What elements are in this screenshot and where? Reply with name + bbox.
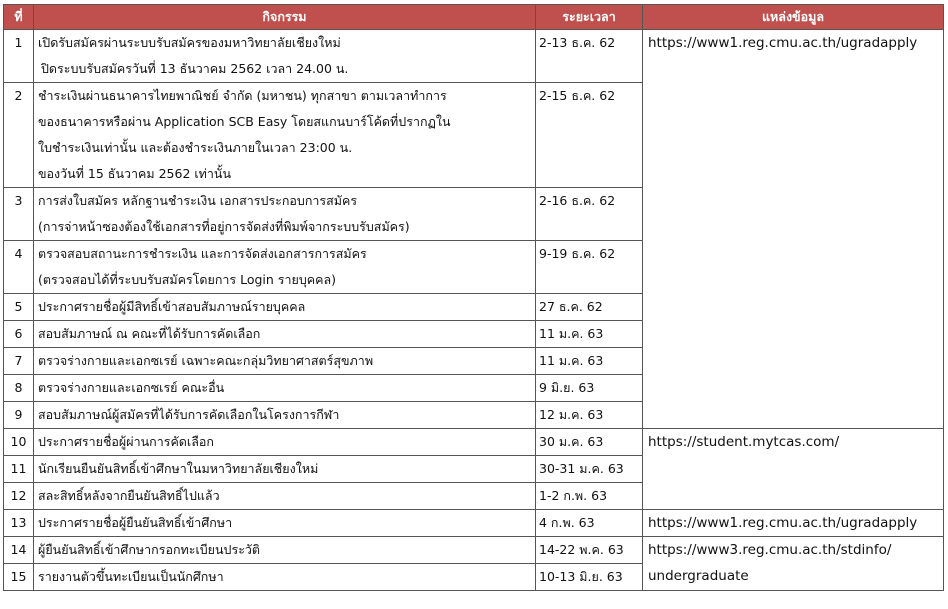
activity-cell (34, 564, 536, 591)
period-cell: 11 ม.ค. 63 (536, 321, 643, 348)
row-number: 15 (4, 564, 34, 591)
activity-line: รายงานตัวขึ้นทะเบียนเป็นนักศึกษา (38, 569, 224, 584)
activity-cell (34, 30, 536, 83)
activity-line: ตรวจสอบสถานะการชำระเงิน และการจัดส่งเอกสารการสมัคร (38, 246, 367, 261)
activity-line: สอบสัมภาษณ์ผู้สมัครที่ได้รับการคัดเลือกในโครงการกีฬา (38, 407, 340, 422)
source-link[interactable]: undergraduate (648, 568, 749, 584)
activity-line: ผู้ยืนยันสิทธิ์เข้าศึกษากรอกทะเบียนประวัติ (38, 542, 261, 557)
activity-line: ประกาศรายชื่อผู้ผ่านการคัดเลือก (38, 434, 214, 449)
source-link[interactable]: https://student.mytcas.com/ (648, 434, 840, 450)
activity-cell (34, 241, 536, 294)
period-cell: 9 มิ.ย. 63 (536, 375, 643, 402)
header-row (4, 5, 944, 30)
source-cell[interactable] (643, 510, 944, 537)
activity-line: ตรวจร่างกายและเอกซเรย์ เฉพาะคณะกลุ่มวิทยาศาสตร์สุขภาพ (38, 353, 374, 368)
header-no: ที่ (4, 5, 34, 30)
row-number: 13 (4, 510, 34, 537)
row-number: 10 (4, 429, 34, 456)
period-cell: 2-13 ธ.ค. 62 (536, 30, 643, 83)
activity-line: ตรวจร่างกายและเอกซเรย์ คณะอื่น (38, 380, 225, 395)
row-number: 5 (4, 294, 34, 321)
row-number: 6 (4, 321, 34, 348)
row-number: 4 (4, 241, 34, 294)
source-cell[interactable] (643, 30, 944, 429)
table-row (4, 510, 944, 537)
source-link[interactable]: https://www1.reg.cmu.ac.th/ugradapply (648, 515, 918, 531)
activity-cell (34, 429, 536, 456)
header-source: แหล่งข้อมูล (643, 5, 944, 30)
row-number: 8 (4, 375, 34, 402)
period-cell: 30-31 ม.ค. 63 (536, 456, 643, 483)
activity-cell (34, 483, 536, 510)
table-row (4, 30, 944, 83)
period-cell: 10-13 มิ.ย. 63 (536, 564, 643, 591)
activity-line: การส่งใบสมัคร หลักฐานชำระเงิน เอกสารประกอบการสมัคร (38, 193, 358, 208)
activity-cell (34, 321, 536, 348)
activity-cell (34, 456, 536, 483)
activity-cell (34, 510, 536, 537)
period-cell: 9-19 ธ.ค. 62 (536, 241, 643, 294)
activity-line: สอบสัมภาษณ์ ณ คณะที่ได้รับการคัดเลือก (38, 326, 261, 341)
period-cell: 11 ม.ค. 63 (536, 348, 643, 375)
activity-line: ใบชำระเงินเท่านั้น และต้องชำระเงินภายในเวลา 23:00 น. (38, 140, 353, 155)
activity-cell (34, 188, 536, 241)
activity-cell (34, 348, 536, 375)
period-cell: 4 ก.พ. 63 (536, 510, 643, 537)
row-number: 2 (4, 83, 34, 188)
table-row (4, 537, 944, 564)
period-cell: 2-15 ธ.ค. 62 (536, 83, 643, 188)
activity-line: ปิดระบบรับสมัครวันที่ 13 ธันวาคม 2562 เวลา 24.00 น. (41, 61, 349, 76)
header-activity: กิจกรรม (34, 5, 536, 30)
activity-line: ของวันที่ 15 ธันวาคม 2562 เท่านั้น (38, 166, 232, 181)
period-cell: 27 ธ.ค. 62 (536, 294, 643, 321)
source-cell[interactable] (643, 537, 944, 591)
period-cell: 1-2 ก.พ. 63 (536, 483, 643, 510)
period-cell: 14-22 พ.ค. 63 (536, 537, 643, 564)
row-number: 7 (4, 348, 34, 375)
activity-line: เปิดรับสมัครผ่านระบบรับสมัครของมหาวิทยาลัยเชียงใหม่ (38, 35, 341, 50)
row-number: 12 (4, 483, 34, 510)
row-number: 1 (4, 30, 34, 83)
activity-line: ของธนาคารหรือผ่าน Application SCB Easy โดยสแกนบาร์โค้ดที่ปรากฏใน (38, 114, 451, 129)
activity-cell (34, 402, 536, 429)
activity-line: ประกาศรายชื่อผู้ยืนยันสิทธิ์เข้าศึกษา (38, 515, 233, 530)
activity-cell (34, 537, 536, 564)
row-number: 11 (4, 456, 34, 483)
period-cell: 30 ม.ค. 63 (536, 429, 643, 456)
activity-line: (ตรวจสอบได้ที่ระบบรับสมัครโดยการ Login รายบุคคล) (38, 272, 337, 287)
table-row (4, 429, 944, 456)
activity-line: นักเรียนยืนยันสิทธิ์เข้าศึกษาในมหาวิทยาลัยเชียงใหม่ (38, 461, 319, 476)
row-number: 9 (4, 402, 34, 429)
schedule-table (3, 4, 944, 591)
activity-line: (การจ่าหน้าซองต้องใช้เอกสารที่อยู่การจัดส่งที่พิมพ์จากระบบรับสมัคร) (38, 219, 410, 234)
activity-line: ประกาศรายชื่อผู้มีสิทธิ์เข้าสอบสัมภาษณ์รายบุคคล (38, 299, 306, 314)
activity-cell (34, 375, 536, 402)
source-link[interactable]: https://www3.reg.cmu.ac.th/stdinfo/ (648, 542, 892, 558)
row-number: 3 (4, 188, 34, 241)
activity-line: ชำระเงินผ่านธนาคารไทยพาณิชย์ จำกัด (มหาชน) ทุกสาขา ตามเวลาทำการ (38, 88, 447, 103)
activity-line: สละสิทธิ์หลังจากยืนยันสิทธิ์ไปแล้ว (38, 488, 220, 503)
activity-cell (34, 83, 536, 188)
header-period: ระยะเวลา (536, 5, 643, 30)
activity-cell (34, 294, 536, 321)
period-cell: 2-16 ธ.ค. 62 (536, 188, 643, 241)
source-link[interactable]: https://www1.reg.cmu.ac.th/ugradapply (648, 35, 918, 51)
row-number: 14 (4, 537, 34, 564)
period-cell: 12 ม.ค. 63 (536, 402, 643, 429)
source-cell[interactable] (643, 429, 944, 510)
